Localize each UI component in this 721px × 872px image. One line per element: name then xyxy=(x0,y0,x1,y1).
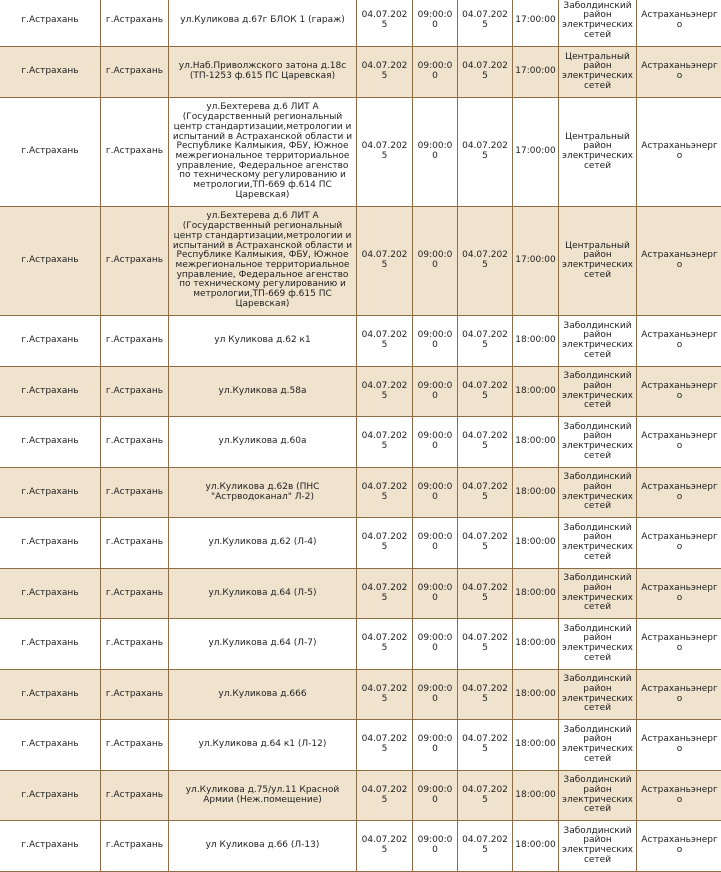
start-date-cell: 04.07.2025 xyxy=(357,619,413,670)
district-cell: Центральный район электрических сетей xyxy=(559,207,637,316)
table-row xyxy=(0,417,721,468)
district-cell: Заболдинский район электрических сетей xyxy=(559,367,637,417)
end-date-cell: 04.07.2025 xyxy=(458,0,513,47)
address-cell: ул.Куликова д.60а xyxy=(169,417,357,468)
start-time-cell: 09:00:00 xyxy=(413,207,458,316)
start-date-cell: 04.07.2025 xyxy=(357,207,413,316)
address-cell: ул.Куликова д.75/ул.11 Красной Армии (Неж.помещение) xyxy=(169,771,357,821)
start-time-cell: 09:00:00 xyxy=(413,518,458,569)
locality-cell: г.Астрахань xyxy=(101,518,169,569)
district-cell: Заболдинский район электрических сетей xyxy=(559,821,637,872)
table-row xyxy=(0,468,721,518)
start-date-cell: 04.07.2025 xyxy=(357,47,413,98)
locality-cell: г.Астрахань xyxy=(101,98,169,207)
district-cell: Заболдинский район электрических сетей xyxy=(559,619,637,670)
district-cell: Заболдинский район электрических сетей xyxy=(559,0,637,47)
end-date-cell: 04.07.2025 xyxy=(458,417,513,468)
district-cell: Заболдинский район электрических сетей xyxy=(559,518,637,569)
table-row xyxy=(0,98,721,207)
district-cell: Заболдинский район электрических сетей xyxy=(559,468,637,518)
city-cell: г.Астрахань xyxy=(0,316,101,367)
address-cell: ул.Куликова д.666 xyxy=(169,670,357,720)
company-cell: Астраханьэнерго xyxy=(637,367,721,417)
table-row xyxy=(0,670,721,720)
start-date-cell: 04.07.2025 xyxy=(357,720,413,771)
locality-cell: г.Астрахань xyxy=(101,569,169,619)
end-time-cell: 18:00:00 xyxy=(513,417,559,468)
table-row xyxy=(0,619,721,670)
end-date-cell: 04.07.2025 xyxy=(458,98,513,207)
start-date-cell: 04.07.2025 xyxy=(357,0,413,47)
city-cell: г.Астрахань xyxy=(0,47,101,98)
district-cell: Центральный район электрических сетей xyxy=(559,47,637,98)
end-date-cell: 04.07.2025 xyxy=(458,569,513,619)
start-time-cell: 09:00:00 xyxy=(413,670,458,720)
end-time-cell: 17:00:00 xyxy=(513,98,559,207)
start-time-cell: 09:00:00 xyxy=(413,0,458,47)
company-cell: Астраханьэнерго xyxy=(637,316,721,367)
address-cell: ул.Куликова д.64 к1 (Л-12) xyxy=(169,720,357,771)
start-time-cell: 09:00:00 xyxy=(413,468,458,518)
locality-cell: г.Астрахань xyxy=(101,670,169,720)
start-time-cell: 09:00:00 xyxy=(413,417,458,468)
start-time-cell: 09:00:00 xyxy=(413,316,458,367)
locality-cell: г.Астрахань xyxy=(101,207,169,316)
locality-cell: г.Астрахань xyxy=(101,821,169,872)
company-cell: Астраханьэнерго xyxy=(637,720,721,771)
locality-cell: г.Астрахань xyxy=(101,619,169,670)
end-time-cell: 18:00:00 xyxy=(513,367,559,417)
table-row xyxy=(0,367,721,417)
end-time-cell: 18:00:00 xyxy=(513,569,559,619)
company-cell: Астраханьэнерго xyxy=(637,0,721,47)
table-row xyxy=(0,518,721,569)
start-time-cell: 09:00:00 xyxy=(413,720,458,771)
city-cell: г.Астрахань xyxy=(0,619,101,670)
address-cell: ул Куликова д.62 к1 xyxy=(169,316,357,367)
end-time-cell: 18:00:00 xyxy=(513,771,559,821)
start-date-cell: 04.07.2025 xyxy=(357,771,413,821)
start-date-cell: 04.07.2025 xyxy=(357,367,413,417)
end-date-cell: 04.07.2025 xyxy=(458,468,513,518)
locality-cell: г.Астрахань xyxy=(101,47,169,98)
end-date-cell: 04.07.2025 xyxy=(458,367,513,417)
city-cell: г.Астрахань xyxy=(0,670,101,720)
city-cell: г.Астрахань xyxy=(0,0,101,47)
address-cell: ул Куликова д.66 (Л-13) xyxy=(169,821,357,872)
locality-cell: г.Астрахань xyxy=(101,367,169,417)
district-cell: Заболдинский район электрических сетей xyxy=(559,670,637,720)
start-date-cell: 04.07.2025 xyxy=(357,518,413,569)
city-cell: г.Астрахань xyxy=(0,821,101,872)
table-row xyxy=(0,569,721,619)
company-cell: Астраханьэнерго xyxy=(637,670,721,720)
district-cell: Заболдинский район электрических сетей xyxy=(559,569,637,619)
start-time-cell: 09:00:00 xyxy=(413,47,458,98)
end-date-cell: 04.07.2025 xyxy=(458,316,513,367)
company-cell: Астраханьэнерго xyxy=(637,619,721,670)
district-cell: Заболдинский район электрических сетей xyxy=(559,771,637,821)
table-row xyxy=(0,0,721,47)
city-cell: г.Астрахань xyxy=(0,518,101,569)
address-cell: ул.Куликова д.67г БЛОК 1 (гараж) xyxy=(169,0,357,47)
address-cell: ул.Куликова д.64 (Л-5) xyxy=(169,569,357,619)
start-date-cell: 04.07.2025 xyxy=(357,316,413,367)
district-cell: Заболдинский район электрических сетей xyxy=(559,720,637,771)
address-cell: ул.Куликова д.62 (Л-4) xyxy=(169,518,357,569)
start-date-cell: 04.07.2025 xyxy=(357,98,413,207)
district-cell: Центральный район электрических сетей xyxy=(559,98,637,207)
table-row xyxy=(0,316,721,367)
start-time-cell: 09:00:00 xyxy=(413,98,458,207)
company-cell: Астраханьэнерго xyxy=(637,821,721,872)
locality-cell: г.Астрахань xyxy=(101,468,169,518)
end-date-cell: 04.07.2025 xyxy=(458,720,513,771)
end-date-cell: 04.07.2025 xyxy=(458,47,513,98)
end-time-cell: 18:00:00 xyxy=(513,518,559,569)
company-cell: Астраханьэнерго xyxy=(637,47,721,98)
city-cell: г.Астрахань xyxy=(0,569,101,619)
end-date-cell: 04.07.2025 xyxy=(458,518,513,569)
table-row xyxy=(0,47,721,98)
start-date-cell: 04.07.2025 xyxy=(357,468,413,518)
city-cell: г.Астрахань xyxy=(0,207,101,316)
locality-cell: г.Астрахань xyxy=(101,316,169,367)
start-time-cell: 09:00:00 xyxy=(413,771,458,821)
table-row xyxy=(0,207,721,316)
end-time-cell: 18:00:00 xyxy=(513,720,559,771)
city-cell: г.Астрахань xyxy=(0,417,101,468)
company-cell: Астраханьэнерго xyxy=(637,207,721,316)
locality-cell: г.Астрахань xyxy=(101,417,169,468)
start-date-cell: 04.07.2025 xyxy=(357,821,413,872)
address-cell: ул.Наб.Приволжского затона д.18с (ТП-1253 ф.615 ПС Царевская) xyxy=(169,47,357,98)
end-date-cell: 04.07.2025 xyxy=(458,821,513,872)
end-date-cell: 04.07.2025 xyxy=(458,207,513,316)
end-time-cell: 18:00:00 xyxy=(513,468,559,518)
address-cell: ул.Бехтерева д.6 ЛИТ А (Государственный региональный центр стандартизации,метрологии и испытаний в Астраханской области и Республике Калмыкия, ФБУ, Южное межрегиональное территориальное управление, Федеральное агенство по техническому регулированию и метрологии,ТП-669 ф.614 ПС Царевская) xyxy=(169,98,357,207)
end-time-cell: 18:00:00 xyxy=(513,821,559,872)
company-cell: Астраханьэнерго xyxy=(637,518,721,569)
locality-cell: г.Астрахань xyxy=(101,720,169,771)
company-cell: Астраханьэнерго xyxy=(637,771,721,821)
table-row xyxy=(0,720,721,771)
address-cell: ул.Куликова д.64 (Л-7) xyxy=(169,619,357,670)
city-cell: г.Астрахань xyxy=(0,98,101,207)
district-cell: Заболдинский район электрических сетей xyxy=(559,316,637,367)
start-date-cell: 04.07.2025 xyxy=(357,569,413,619)
start-date-cell: 04.07.2025 xyxy=(357,417,413,468)
address-cell: ул.Куликова д.58а xyxy=(169,367,357,417)
company-cell: Астраханьэнерго xyxy=(637,98,721,207)
address-cell: ул.Куликова д.62в (ПНС "Астрводоканал" Л-2) xyxy=(169,468,357,518)
end-date-cell: 04.07.2025 xyxy=(458,619,513,670)
end-time-cell: 18:00:00 xyxy=(513,316,559,367)
end-time-cell: 17:00:00 xyxy=(513,0,559,47)
locality-cell: г.Астрахань xyxy=(101,0,169,47)
locality-cell: г.Астрахань xyxy=(101,771,169,821)
end-date-cell: 04.07.2025 xyxy=(458,771,513,821)
start-time-cell: 09:00:00 xyxy=(413,569,458,619)
start-time-cell: 09:00:00 xyxy=(413,367,458,417)
company-cell: Астраханьэнерго xyxy=(637,468,721,518)
city-cell: г.Астрахань xyxy=(0,771,101,821)
address-cell: ул.Бехтерева д.6 ЛИТ А (Государственный региональный центр стандартизации,метрологии и испытаний в Астраханской области и Республике Калмыкия, ФБУ, Южное межрегиональное территориальное управление, Федеральное агенство по техническому регулированию и метрологии,ТП-669 ф.615 ПС Царевская) xyxy=(169,207,357,316)
end-time-cell: 17:00:00 xyxy=(513,47,559,98)
end-date-cell: 04.07.2025 xyxy=(458,670,513,720)
city-cell: г.Астрахань xyxy=(0,367,101,417)
city-cell: г.Астрахань xyxy=(0,720,101,771)
company-cell: Астраханьэнерго xyxy=(637,569,721,619)
end-time-cell: 17:00:00 xyxy=(513,207,559,316)
company-cell: Астраханьэнерго xyxy=(637,417,721,468)
table-row xyxy=(0,771,721,821)
end-time-cell: 18:00:00 xyxy=(513,619,559,670)
district-cell: Заболдинский район электрических сетей xyxy=(559,417,637,468)
start-time-cell: 09:00:00 xyxy=(413,821,458,872)
table-row xyxy=(0,821,721,872)
start-time-cell: 09:00:00 xyxy=(413,619,458,670)
start-date-cell: 04.07.2025 xyxy=(357,670,413,720)
city-cell: г.Астрахань xyxy=(0,468,101,518)
end-time-cell: 18:00:00 xyxy=(513,670,559,720)
